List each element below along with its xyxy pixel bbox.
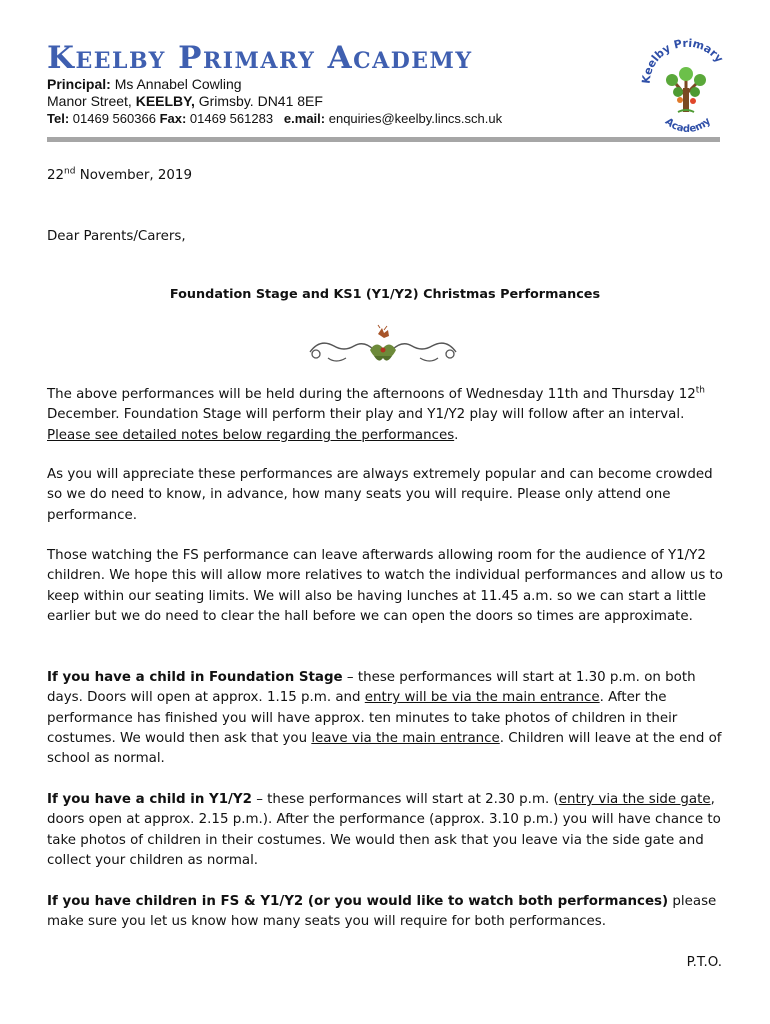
p4-text-a: – these performances will start at 1.30 p.m. on both days. Doors will open at approx. 1.15 p.m. and bbox=[47, 670, 696, 706]
p4-bold: If you have a child in Foundation Stage bbox=[47, 670, 343, 685]
paragraph-foundation-stage bbox=[47, 668, 727, 769]
paragraph-intro bbox=[47, 385, 727, 446]
date-rest: November, 2019 bbox=[75, 168, 192, 183]
pto-label: P.T.O. bbox=[686, 955, 722, 970]
principal-line bbox=[47, 76, 647, 93]
date-day: 22 bbox=[47, 168, 65, 183]
address-rest: Grimsby. DN41 8EF bbox=[198, 93, 323, 109]
principal-name: Ms Annabel Cowling bbox=[114, 76, 242, 92]
letter-heading: Foundation Stage and KS1 (Y1/Y2) Christmas Performances bbox=[169, 287, 601, 302]
p5-underline: entry via the side gate bbox=[558, 792, 711, 807]
p1-sup: th bbox=[695, 385, 705, 396]
p4-text-c: . Children will leave at the end of school as normal. bbox=[47, 730, 722, 767]
p6-bold: If you have children in FS & Y1/Y2 (or you would like to watch both performances) bbox=[47, 894, 669, 909]
paragraph-seating: As you will appreciate these performances are always extremely popular and can become crowded so we do need to know, in advance, how many seats you will require. Please only attend one performance. bbox=[47, 467, 713, 523]
fax-label: Fax: bbox=[159, 111, 187, 126]
email-label: e.mail: bbox=[283, 111, 326, 126]
p5-bold: If you have a child in Y1/Y2 bbox=[47, 792, 252, 807]
p4-underline-2: leave via the main entrance bbox=[311, 730, 500, 746]
paragraph-y1-y2 bbox=[47, 790, 727, 871]
holly-divider-icon bbox=[300, 320, 466, 370]
address-town: KEELBY, bbox=[135, 93, 195, 109]
address-street: Manor Street, bbox=[47, 93, 132, 109]
paragraph-fs-audience: Those watching the FS performance can leave afterwards allowing room for the audience of Y1/Y2 children. We hope this will allow more relatives to watch the individual performances and allow us to keep within our seating limits. We will also be having lunches at 11.45 a.m. so we can start a little earlier but we do need to clear the hall before we can open the doors so times are approximate. bbox=[47, 548, 723, 624]
p1-text-a: The above performances will be held during the afternoons of Wednesday 11th and Thursday 12 bbox=[47, 387, 696, 402]
greeting: Dear Parents/Carers, bbox=[47, 229, 186, 244]
letterhead bbox=[47, 40, 647, 127]
address-line bbox=[47, 93, 647, 110]
school-name: Keelby Primary Academy bbox=[47, 40, 473, 76]
p6-text-a: please make sure you let us know how many seats you will require for both performances. bbox=[47, 894, 717, 930]
p4-text-b: . After the performance has finished you will have approx. ten minutes to take photos of children in their costumes. We would then ask that you bbox=[47, 690, 678, 746]
p1-text-b: December. Foundation Stage will perform their play and Y1/Y2 play will follow after an interval. bbox=[47, 407, 685, 423]
p4-underline-1: entry will be via the main entrance bbox=[364, 690, 600, 706]
p5-text-b: , doors open at approx. 2.15 p.m.). After the performance (approx. 3.10 p.m.) you will have chance to take photos of children in their costumes. We would then ask that you leave via the side gate and collect your children as normal. bbox=[47, 792, 721, 868]
logo-top-text: Keelby Primary bbox=[639, 38, 726, 85]
principal-label: Principal: bbox=[47, 76, 111, 92]
contact-line bbox=[47, 110, 647, 127]
tel-value: 01469 560366 bbox=[72, 111, 156, 126]
p1-end: . bbox=[454, 427, 459, 443]
paragraph-both bbox=[47, 892, 727, 933]
date-suffix: nd bbox=[64, 166, 76, 177]
email-value: enquiries@keelby.lincs.sch.uk bbox=[328, 111, 503, 126]
p1-underlined-note: Please see detailed notes below regarding the performances bbox=[47, 427, 455, 443]
header-rule bbox=[47, 137, 720, 142]
p5-text-a: – these performances will start at 2.30 p.m. ( bbox=[251, 792, 559, 807]
logo-bottom-text: Academy bbox=[662, 115, 714, 134]
school-logo-icon bbox=[638, 38, 734, 134]
fax-value: 01469 561283 bbox=[189, 111, 274, 126]
letter-date bbox=[47, 166, 727, 186]
svg-text:Academy bbox=[663, 116, 714, 134]
tel-label: Tel: bbox=[47, 111, 70, 126]
